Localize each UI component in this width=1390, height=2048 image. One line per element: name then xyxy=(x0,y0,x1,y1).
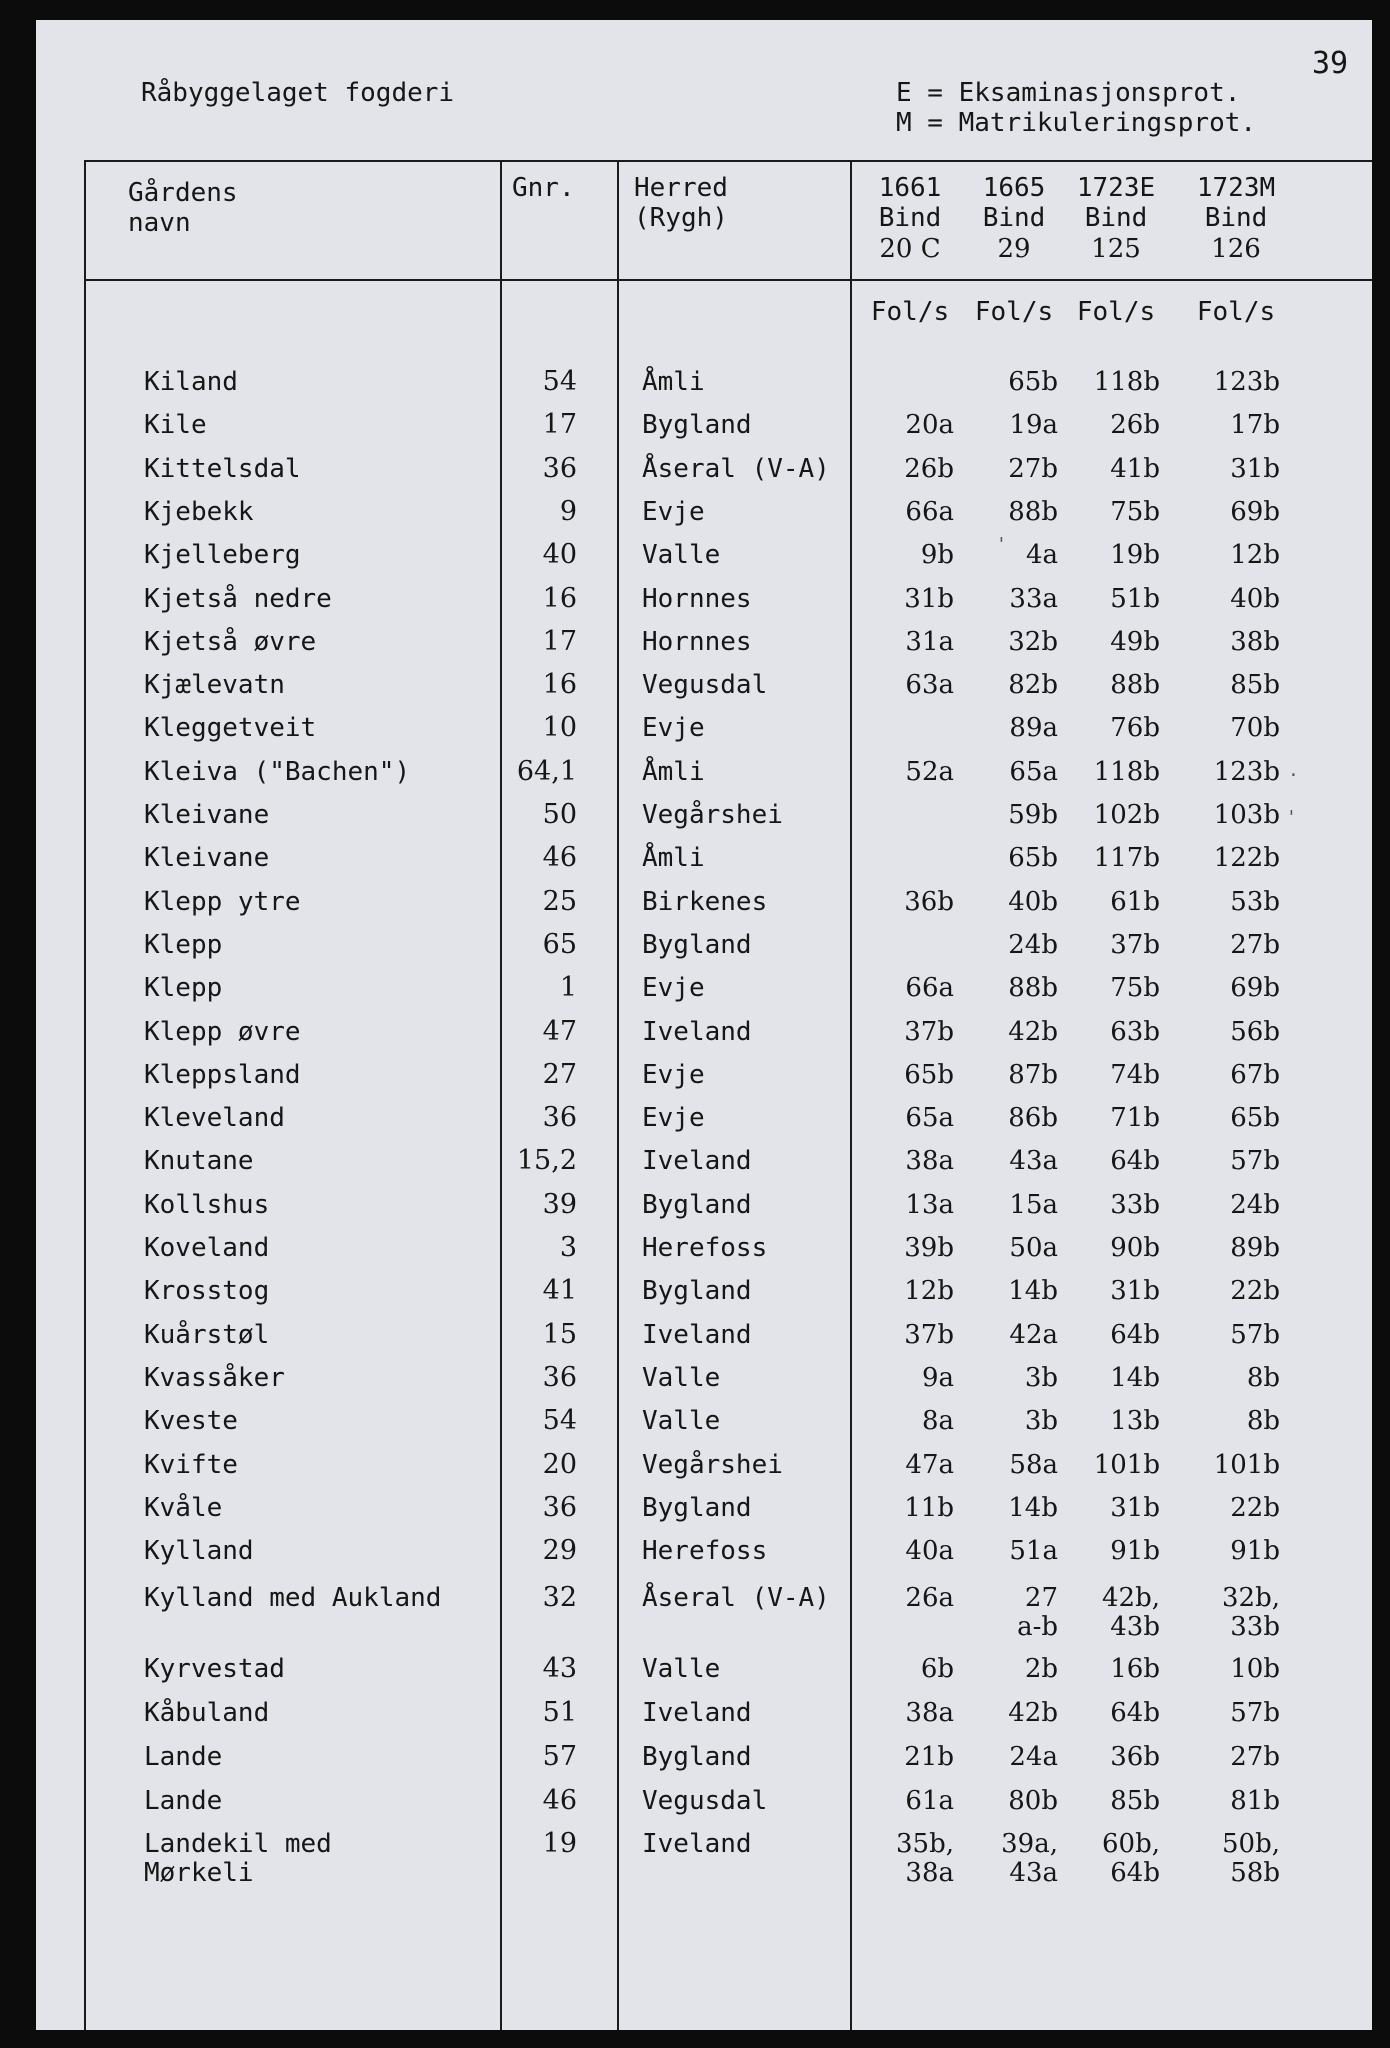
farm-name: Kylland xyxy=(144,1536,254,1567)
folio-1723e: 13b xyxy=(1110,1406,1160,1437)
folio-1665: 87b xyxy=(1008,1059,1058,1090)
farm-name: Kjælevatn xyxy=(144,670,285,701)
header-fol-2: Fol/s xyxy=(974,297,1054,327)
folio-1665: 89a xyxy=(1009,713,1058,744)
municipality: Valle xyxy=(642,1406,721,1437)
header-col-1-bind: Bind xyxy=(878,203,942,233)
folio-1723e: 90b xyxy=(1110,1233,1160,1263)
farm-name: Lande xyxy=(144,1742,223,1772)
farm-number: 64,1 xyxy=(516,755,577,787)
folio-1665: a-b xyxy=(1017,1612,1058,1642)
municipality: Åmli xyxy=(642,756,705,787)
folio-1661: 38a xyxy=(905,1146,954,1177)
folio-1665: 65a xyxy=(1009,756,1058,787)
header-name-1: Gårdens xyxy=(128,178,238,208)
municipality: Åseral (V-A) xyxy=(642,453,830,484)
header-fol-1: Fol/s xyxy=(870,297,950,327)
folio-1723m: 12b xyxy=(1230,540,1280,571)
document-page xyxy=(36,20,1372,2030)
folio-1665: 32b xyxy=(1008,626,1058,657)
municipality: Bygland xyxy=(642,410,752,441)
folio-1665: 82b xyxy=(1008,670,1058,701)
header-herred-1: Herred xyxy=(634,173,728,203)
folio-1661: 21b xyxy=(904,1742,954,1772)
municipality: Iveland xyxy=(642,1698,752,1728)
municipality: Bygland xyxy=(642,929,752,960)
legend-line-m: M = Matrikuleringsprot. xyxy=(896,108,1257,138)
farm-name: Kollshus xyxy=(144,1189,270,1220)
farm-number: 54 xyxy=(542,1405,577,1437)
farm-name: Lande xyxy=(144,1786,223,1816)
farm-name: Kåbuland xyxy=(144,1698,270,1728)
folio-1723e: 49b xyxy=(1110,626,1160,657)
folio-1661: 31a xyxy=(905,626,954,657)
municipality: Vegusdal xyxy=(642,1786,768,1816)
municipality: Hornnes xyxy=(642,583,752,614)
farm-number: 20 xyxy=(542,1448,577,1480)
folio-1661: 31b xyxy=(904,583,954,614)
header-col-4-vol: 126 xyxy=(1211,234,1261,264)
folio-1661: 61a xyxy=(905,1786,954,1816)
farm-number: 65 xyxy=(542,928,577,960)
folio-1665: 39a, xyxy=(1001,1829,1058,1859)
folio-1665: 88b xyxy=(1008,496,1058,527)
municipality: Valle xyxy=(642,1654,721,1684)
farm-number: 47 xyxy=(542,1015,577,1047)
stray-mark: ' xyxy=(996,534,1007,555)
folio-1665: 65b xyxy=(1008,843,1058,874)
folio-1723e: 31b xyxy=(1110,1276,1160,1307)
municipality: Bygland xyxy=(642,1492,752,1523)
folio-1661: 12b xyxy=(904,1276,954,1307)
folio-1723e: 41b xyxy=(1110,453,1160,484)
folio-1723e: 60b, xyxy=(1102,1829,1160,1859)
farm-number: 1 xyxy=(559,972,577,1004)
folio-1723m: 10b xyxy=(1230,1654,1280,1684)
municipality: Bygland xyxy=(642,1742,752,1772)
folio-1665: 42b xyxy=(1008,1016,1058,1047)
farm-name: Klepp ytre xyxy=(144,886,301,917)
folio-1723e: 64b xyxy=(1110,1858,1160,1888)
municipality: Åmli xyxy=(642,367,705,397)
farm-name: Kjebekk xyxy=(144,496,254,527)
folio-1661: 63a xyxy=(905,670,954,701)
farm-name: Kleggetveit xyxy=(144,713,317,744)
farm-name: Kuårstøl xyxy=(144,1319,270,1350)
municipality: Iveland xyxy=(642,1146,752,1177)
farm-number: 40 xyxy=(542,539,577,571)
folio-1665: 2b xyxy=(1024,1654,1058,1684)
folio-1723e: 33b xyxy=(1110,1189,1160,1220)
municipality: Birkenes xyxy=(642,886,768,917)
farm-number: 15 xyxy=(542,1318,577,1350)
legend-line-e: E = Eksaminasjonsprot. xyxy=(896,78,1241,108)
municipality: Bygland xyxy=(642,1189,752,1220)
folio-1723m: 8b xyxy=(1246,1406,1280,1437)
folio-1723m: 50b, xyxy=(1222,1829,1280,1859)
folio-1723m: 103b xyxy=(1213,800,1280,830)
folio-1661: 26a xyxy=(905,1583,954,1613)
header-col-3-bind: Bind xyxy=(1084,203,1148,233)
folio-1665: 40b xyxy=(1008,886,1058,917)
header-gnr: Gnr. xyxy=(512,173,575,203)
folio-1661: 52a xyxy=(905,756,954,787)
folio-1665: 42a xyxy=(1009,1319,1058,1350)
municipality: Evje xyxy=(642,973,705,1004)
municipality: Herefoss xyxy=(642,1233,768,1263)
folio-1723e: 61b xyxy=(1110,886,1160,917)
column-divider-herred xyxy=(617,160,619,2030)
header-fol-4: Fol/s xyxy=(1196,297,1276,327)
folio-1723m: 57b xyxy=(1230,1146,1280,1177)
municipality: Åseral (V-A) xyxy=(642,1583,830,1613)
municipality: Vegusdal xyxy=(642,670,768,701)
folio-1723e: 51b xyxy=(1110,583,1160,614)
farm-name: Kleivane xyxy=(144,800,270,830)
folio-1723m: 22b xyxy=(1230,1492,1280,1523)
farm-name: Kjelleberg xyxy=(144,540,301,571)
table-left-border xyxy=(84,160,86,2030)
folio-1723m: 101b xyxy=(1213,1449,1280,1480)
folio-1723e: 117b xyxy=(1093,843,1160,874)
folio-1661: 37b xyxy=(904,1016,954,1047)
folio-1665: 27 xyxy=(1024,1583,1058,1613)
municipality: Hornnes xyxy=(642,626,752,657)
farm-name: Landekil med xyxy=(144,1829,332,1859)
farm-number: 9 xyxy=(559,495,577,527)
folio-1723e: 36b xyxy=(1110,1742,1160,1772)
folio-1665: 14b xyxy=(1008,1276,1058,1307)
folio-1665: 50a xyxy=(1009,1233,1058,1263)
folio-1723e: 74b xyxy=(1110,1059,1160,1090)
folio-1723e: 16b xyxy=(1110,1654,1160,1684)
folio-1723e: 75b xyxy=(1110,496,1160,527)
farm-number: 25 xyxy=(542,885,577,917)
header-col-2-vol: 29 xyxy=(997,234,1031,264)
table-top-border xyxy=(84,160,1372,162)
farm-number: 19 xyxy=(542,1828,577,1859)
municipality: Iveland xyxy=(642,1319,752,1350)
stray-mark: · xyxy=(1288,765,1299,786)
municipality: Evje xyxy=(642,713,705,744)
folio-1665: 24b xyxy=(1008,929,1058,960)
folio-1661: 40a xyxy=(905,1536,954,1567)
folio-1723e: 31b xyxy=(1110,1492,1160,1523)
farm-number: 17 xyxy=(542,625,577,657)
farm-number: 50 xyxy=(542,799,577,830)
farm-number: 36 xyxy=(542,1491,577,1523)
farm-name: Klepp xyxy=(144,973,223,1004)
folio-1665: 3b xyxy=(1024,1406,1058,1437)
folio-1723m: 53b xyxy=(1230,886,1280,917)
folio-1723m: 22b xyxy=(1230,1276,1280,1307)
folio-1723m: 58b xyxy=(1230,1858,1280,1888)
folio-1723e: 85b xyxy=(1110,1786,1160,1816)
folio-1723e: 14b xyxy=(1110,1362,1160,1393)
farm-name: Krosstog xyxy=(144,1276,270,1307)
farm-name: Kvassåker xyxy=(144,1362,285,1393)
folio-1665: 65b xyxy=(1008,367,1058,397)
municipality: Bygland xyxy=(642,1276,752,1307)
farm-name: Koveland xyxy=(144,1233,270,1263)
farm-number: 29 xyxy=(542,1535,577,1567)
folio-1661: 11b xyxy=(904,1492,954,1523)
farm-name: Knutane xyxy=(144,1146,254,1177)
farm-number: 41 xyxy=(542,1275,577,1307)
municipality: Iveland xyxy=(642,1016,752,1047)
stray-mark: ' xyxy=(1286,807,1297,828)
farm-name: Kvifte xyxy=(144,1449,238,1480)
folio-1723e: 71b xyxy=(1110,1103,1160,1134)
folio-1661: 36b xyxy=(904,886,954,917)
folio-1665: 27b xyxy=(1008,453,1058,484)
folio-1723m: 38b xyxy=(1230,626,1280,657)
folio-1665: 3b xyxy=(1024,1362,1058,1393)
farm-name: Kveste xyxy=(144,1406,238,1437)
folio-1665: 15a xyxy=(1009,1189,1058,1220)
header-col-1-vol: 20 C xyxy=(879,234,941,264)
folio-1723e: 88b xyxy=(1110,670,1160,701)
folio-1665: 33a xyxy=(1009,583,1058,614)
folio-1723e: 42b, xyxy=(1102,1583,1160,1613)
farm-name: Mørkeli xyxy=(144,1858,254,1888)
municipality: Vegårshei xyxy=(642,800,783,830)
folio-1723e: 63b xyxy=(1110,1016,1160,1047)
folio-1723e: 118b xyxy=(1093,756,1160,787)
folio-1723e: 76b xyxy=(1110,713,1160,744)
folio-1723e: 37b xyxy=(1110,929,1160,960)
folio-1723m: 85b xyxy=(1230,670,1280,701)
folio-1723m: 32b, xyxy=(1222,1583,1280,1613)
farm-number: 51 xyxy=(542,1697,577,1728)
farm-name: Kiland xyxy=(144,367,238,397)
folio-1723m: 122b xyxy=(1213,843,1280,874)
folio-1723m: 69b xyxy=(1230,496,1280,527)
folio-1723m: 17b xyxy=(1230,410,1280,441)
folio-1723m: 31b xyxy=(1230,453,1280,484)
header-bottom-border xyxy=(84,279,1372,281)
folio-1665: 4a xyxy=(1025,540,1058,571)
folio-1665: 86b xyxy=(1008,1103,1058,1134)
municipality: Evje xyxy=(642,1059,705,1090)
folio-1665: 43a xyxy=(1009,1858,1058,1888)
farm-number: 54 xyxy=(542,366,577,397)
folio-1665: 43a xyxy=(1009,1146,1058,1177)
header-col-3-vol: 125 xyxy=(1091,234,1141,264)
farm-number: 36 xyxy=(542,1102,577,1134)
header-fol-3: Fol/s xyxy=(1076,297,1156,327)
header-col-2-year: 1665 xyxy=(982,173,1046,203)
folio-1723m: 123b xyxy=(1213,756,1280,787)
farm-name: Kleivane xyxy=(144,843,270,874)
folio-1723e: 64b xyxy=(1110,1698,1160,1728)
folio-1723m: 69b xyxy=(1230,973,1280,1004)
folio-1661: 37b xyxy=(904,1319,954,1350)
farm-name: Kleveland xyxy=(144,1103,285,1134)
folio-1723m: 57b xyxy=(1230,1698,1280,1728)
folio-1723m: 33b xyxy=(1230,1612,1280,1642)
page-number: 39 xyxy=(1312,46,1349,81)
folio-1661: 38a xyxy=(905,1858,954,1888)
header-col-4-year: 1723M xyxy=(1196,173,1276,203)
header-col-3-year: 1723E xyxy=(1076,173,1156,203)
folio-1665: 19a xyxy=(1009,410,1058,441)
folio-1723m: 27b xyxy=(1230,929,1280,960)
folio-1661: 66a xyxy=(905,973,954,1004)
folio-1723m: 57b xyxy=(1230,1319,1280,1350)
municipality: Valle xyxy=(642,540,721,571)
farm-number: 10 xyxy=(542,712,577,744)
farm-number: 43 xyxy=(542,1653,577,1684)
farm-number: 27 xyxy=(542,1058,577,1090)
farm-name: Kittelsdal xyxy=(144,453,301,484)
page-title: Råbyggelaget fogderi xyxy=(141,78,455,108)
municipality: Valle xyxy=(642,1362,721,1393)
farm-number: 32 xyxy=(542,1582,577,1613)
farm-number: 39 xyxy=(542,1188,577,1220)
municipality: Vegårshei xyxy=(642,1449,783,1480)
folio-1723e: 19b xyxy=(1110,540,1160,571)
folio-1723m: 91b xyxy=(1230,1536,1280,1567)
header-herred-2: (Rygh) xyxy=(634,203,728,233)
folio-1723m: 123b xyxy=(1213,367,1280,397)
municipality: Evje xyxy=(642,1103,705,1134)
header-name-2: navn xyxy=(128,208,191,238)
farm-name: Kjetså nedre xyxy=(144,583,332,614)
folio-1661: 65a xyxy=(905,1103,954,1134)
folio-1723e: 102b xyxy=(1093,800,1160,830)
farm-number: 3 xyxy=(559,1232,577,1263)
folio-1723m: 81b xyxy=(1230,1786,1280,1816)
folio-1661: 65b xyxy=(904,1059,954,1090)
folio-1723m: 89b xyxy=(1230,1233,1280,1263)
farm-name: Klepp øvre xyxy=(144,1016,301,1047)
folio-1661: 6b xyxy=(920,1654,954,1684)
municipality: Herefoss xyxy=(642,1536,768,1567)
farm-number: 46 xyxy=(542,1785,577,1816)
folio-1661: 66a xyxy=(905,496,954,527)
folio-1661: 9a xyxy=(921,1362,954,1393)
folio-1665: 80b xyxy=(1008,1786,1058,1816)
header-col-1-year: 1661 xyxy=(878,173,942,203)
folio-1723m: 65b xyxy=(1230,1103,1280,1134)
folio-1661: 8a xyxy=(921,1406,954,1437)
folio-1661: 35b, xyxy=(896,1829,954,1859)
municipality: Åmli xyxy=(642,843,705,874)
farm-number: 15,2 xyxy=(516,1145,577,1177)
folio-1665: 51a xyxy=(1009,1536,1058,1567)
header-col-4-bind: Bind xyxy=(1204,203,1268,233)
folio-1661: 20a xyxy=(905,410,954,441)
farm-name: Kjetså øvre xyxy=(144,626,317,657)
folio-1723m: 24b xyxy=(1230,1189,1280,1220)
folio-1723e: 26b xyxy=(1110,410,1160,441)
folio-1665: 14b xyxy=(1008,1492,1058,1523)
farm-number: 16 xyxy=(542,669,577,701)
farm-number: 46 xyxy=(542,842,577,874)
folio-1661: 39b xyxy=(904,1233,954,1263)
municipality: Iveland xyxy=(642,1829,752,1859)
folio-1661: 47a xyxy=(905,1449,954,1480)
folio-1665: 24a xyxy=(1009,1742,1058,1772)
farm-name: Kleppsland xyxy=(144,1059,301,1090)
folio-1665: 42b xyxy=(1008,1698,1058,1728)
farm-number: 36 xyxy=(542,1361,577,1393)
folio-1723m: 8b xyxy=(1246,1362,1280,1393)
folio-1723e: 64b xyxy=(1110,1146,1160,1177)
folio-1661: 26b xyxy=(904,453,954,484)
folio-1723m: 67b xyxy=(1230,1059,1280,1090)
farm-number: 57 xyxy=(542,1741,577,1772)
folio-1665: 59b xyxy=(1008,800,1058,830)
municipality: Evje xyxy=(642,496,705,527)
folio-1723e: 64b xyxy=(1110,1319,1160,1350)
folio-1665: 58a xyxy=(1009,1449,1058,1480)
header-col-2-bind: Bind xyxy=(982,203,1046,233)
farm-name: Kvåle xyxy=(144,1492,223,1523)
farm-number: 16 xyxy=(542,582,577,614)
folio-1661: 13a xyxy=(905,1189,954,1220)
folio-1723e: 43b xyxy=(1110,1612,1160,1642)
folio-1723e: 118b xyxy=(1093,367,1160,397)
farm-name: Klepp xyxy=(144,929,223,960)
folio-1723m: 70b xyxy=(1230,713,1280,744)
folio-1723e: 91b xyxy=(1110,1536,1160,1567)
farm-name: Kylland med Aukland xyxy=(144,1583,442,1613)
farm-number: 17 xyxy=(542,409,577,441)
folio-1661: 9b xyxy=(920,540,954,571)
folio-1723e: 101b xyxy=(1093,1449,1160,1480)
folio-1661: 38a xyxy=(905,1698,954,1728)
folio-1723m: 56b xyxy=(1230,1016,1280,1047)
folio-1723m: 27b xyxy=(1230,1742,1280,1772)
folio-1723m: 40b xyxy=(1230,583,1280,614)
farm-name: Kleiva ("Bachen") xyxy=(144,756,411,787)
farm-name: Kyrvestad xyxy=(144,1654,285,1684)
farm-number: 36 xyxy=(542,452,577,484)
folio-1723e: 75b xyxy=(1110,973,1160,1004)
folio-1665: 88b xyxy=(1008,973,1058,1004)
farm-name: Kile xyxy=(144,410,207,441)
